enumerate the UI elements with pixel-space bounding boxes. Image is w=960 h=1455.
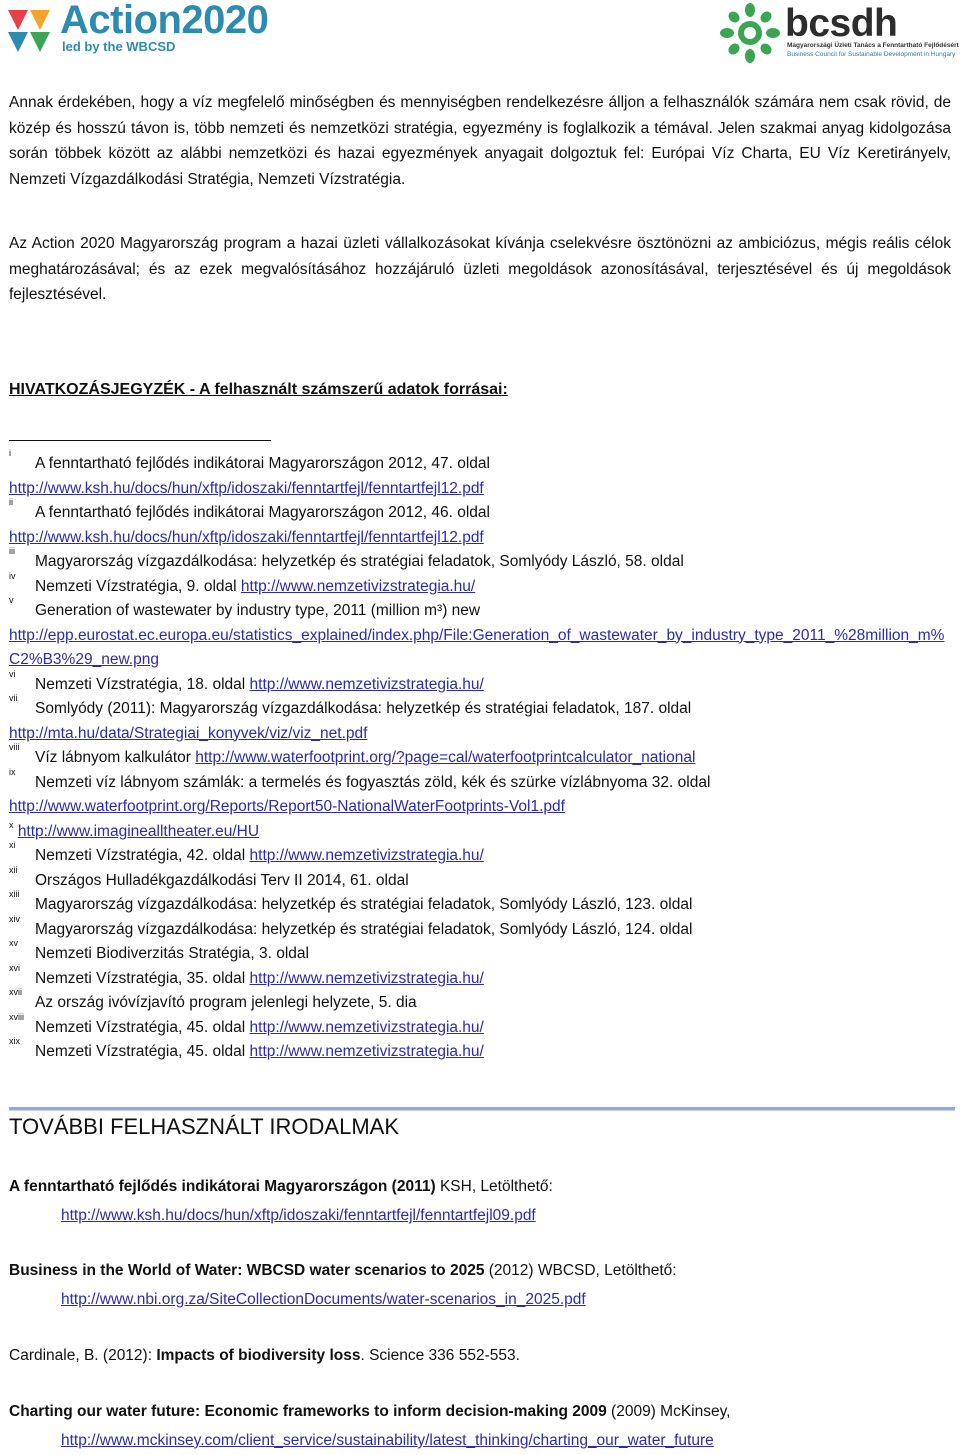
footnote-text: Nemzeti Vízstratégia, 35. oldal [35,969,250,987]
footnote-mark: ii [9,497,13,507]
footnote-text: Magyarország vízgazdálkodása: helyzetkép és stratégiai feladatok, Somlyódy László, 58. oldal [35,553,684,570]
ref-title: A fenntartható fejlődés indikátorai Magyarországon (2011) [9,1178,436,1195]
intro-paragraph [9,90,951,192]
footnote-mark: iii [9,546,15,556]
footnote-iv [9,570,954,600]
footnote-xi [9,840,954,869]
footnote-mark: xii [9,864,18,875]
paragraph-water-strategies: Annak érdekében, hogy a víz megfelelő minőségben és mennyiségben rendelkezésre álljon a felhasználók számára nem csak rövid, de közép és hosszú távon is, több nemzeti és nemzetközi stratégia, egyezmény is foglalkozik a témával. Jelen szakmai anyag kidolgozása során többek között az alábbi nemzetközi és hazai egyezmények anyagait dolgoztuk fel: Európai Víz Charta, EU Víz Keretirányelv, Nemzeti Vízgazdálkodási Stratégia, Nemzeti Vízstratégia. [9,94,951,188]
footnote-mark: xviii [9,1011,24,1022]
footnotes-list [9,448,954,1065]
footnote-text: Generation of wastewater by industry type, 2011 (million m³) new [35,602,481,619]
footnote-text: Nemzeti Vízstratégia, 45. oldal [35,1043,250,1060]
ref-link[interactable]: http://www.ksh.hu/docs/hun/xftp/idoszaki/fenntartfejl/fenntartfejl09.pdf [61,1207,536,1224]
footnote-link[interactable]: http://mta.hu/data/Strategiai_konyvek/viz/viz_net.pdf [9,724,368,742]
footnote-ix [9,766,954,820]
ref-link[interactable]: http://www.nbi.org.za/SiteCollectionDocuments/water-scenarios_in_2025.pdf [61,1291,586,1308]
footnote-text: Nemzeti víz lábnyom számlák: a termelés és fogyasztás zöld, kék és szürke vízlábnyoma 32. oldal [35,773,711,791]
further-ref-4 [9,1397,954,1455]
footnote-mark: xvi [9,962,20,973]
footnote-link[interactable]: http://www.ksh.hu/docs/hun/xftp/idoszaki/fenntartfejl/fenntartfejl12.pdf [9,479,484,497]
ref-details: KSH, Letölthető: [435,1178,553,1195]
ref-title: Charting our water future: Economic frameworks to inform decision-making 2009 [9,1403,607,1420]
footnote-ii [9,497,954,550]
footnote-xix [9,1036,954,1065]
footnote-link[interactable]: http://www.imaginealltheater.eu/HU [17,822,260,840]
footnote-text: A fenntartható fejlődés indikátorai Magyarországon 2012, 46. oldal [35,504,490,521]
footnote-link[interactable]: http://www.waterfootprint.org/?page=cal/waterfootprintcalculator_national [195,749,696,766]
references-heading: HIVATKOZÁSJEGYZÉK - A felhasznált számszerű adatok forrásai: [9,381,508,398]
footnote-xv [9,938,954,967]
footnote-divider [9,440,271,441]
bcsdh-logo-subtitle-en: Business Council for Sustainable Development in Hungary [787,51,956,58]
footnote-mark: iv [9,570,16,581]
footnote-mark: xiii [9,889,20,899]
program-paragraph [9,231,951,308]
ref-details: . Science 336 552-553. [360,1347,520,1364]
footnote-text: Magyarország vízgazdálkodása: helyzetkép és stratégiai feladatok, Somlyódy László, 124. oldal [35,920,693,938]
footnote-mark: ix [9,766,16,777]
ref-details: (2012) WBCSD, Letölthető: [484,1262,677,1279]
footnote-mark: xv [9,938,18,948]
ref-details: (2009) McKinsey, [606,1403,731,1420]
action2020-logo-subtitle: led by the WBCSD [62,39,176,54]
footnote-xvii [9,987,954,1016]
footnote-mark: vii [9,693,18,703]
footnote-x [9,820,954,845]
footnote-link[interactable]: http://www.nemzetivizstrategia.hu/ [240,577,476,595]
footnote-mark: xvii [9,987,22,997]
footnote-text: Nemzeti Vízstratégia, 42. oldal [35,847,250,864]
footnote-mark: x [9,819,14,830]
bcsdh-logo-subtitle-hu: Magyarországi Üzleti Tanács a Fenntartható Fejlődésért [787,42,959,49]
footnote-vii [9,693,954,746]
footnote-mark: i [9,448,11,458]
footnote-xviii [9,1011,954,1041]
footnote-mark: viii [9,742,20,752]
footnote-link[interactable]: http://www.waterfootprint.org/Reports/Report50-NationalWaterFootprints-Vol1.pdf [9,798,565,815]
bcsdh-leaf-emblem-icon [719,2,781,64]
footnote-mark: v [9,595,14,605]
ref-title: Business in the World of Water: WBCSD water scenarios to 2025 [9,1262,485,1279]
footnote-text: Somlyódy (2011): Magyarország vízgazdálkodása: helyzetkép és stratégiai feladatok, 187. oldal [35,700,692,717]
footnote-link[interactable]: http://epp.eurostat.ec.europa.eu/statistics_explained/index.php/File:Generation_of_wastewater_by_industry_type_2011_%28million_m%C2%B3%29_new.png [9,626,945,668]
footnote-xiv [9,913,954,943]
bcsdh-logo [719,2,959,64]
footnote-text: Nemzeti Vízstratégia, 45. oldal [35,1018,250,1036]
ref-author: Cardinale, B. (2012): [9,1347,157,1364]
footnote-text: Nemzeti Vízstratégia, 18. oldal [35,675,250,693]
ref-title: Impacts of biodiversity loss [156,1347,361,1364]
footnote-link[interactable]: http://www.nemzetivizstrategia.hu/ [249,1043,484,1060]
footnote-mark: xix [9,1036,20,1046]
footnote-mark: xiv [9,913,20,924]
footnote-link[interactable]: http://www.nemzetivizstrategia.hu/ [249,847,484,864]
footnote-link[interactable]: http://www.nemzetivizstrategia.hu/ [249,969,484,987]
footnote-text: Víz lábnyom kalkulátor [35,749,196,766]
footnote-link[interactable]: http://www.ksh.hu/docs/hun/xftp/idoszaki/fenntartfejl/fenntartfejl12.pdf [9,528,484,546]
further-ref-2 [9,1256,954,1314]
paragraph-action2020: Az Action 2020 Magyarország program a hazai üzleti vállalkozásokat kívánja cselekvésre ösztönözni az ambiciózus, mégis reális célok meghatározásával; és az ezek megvalósításához hozzájáruló üzleti megoldások azonosításával, terjesztésével és új megoldások fejlesztésével. [9,235,951,303]
further-literature-title: TOVÁBBI FELHASZNÁLT IRODALMAK [9,1114,399,1139]
footnote-iii [9,546,954,575]
action2020-logo [4,0,269,60]
footnote-mark: xi [9,840,16,850]
footnote-vi [9,668,954,698]
footnote-link[interactable]: http://www.nemzetivizstrategia.hu/ [249,1018,484,1036]
footnote-i [9,448,954,501]
footnote-xiii [9,889,954,918]
footnote-link[interactable]: http://www.nemzetivizstrategia.hu/ [249,675,484,693]
action2020-logo-title: Action2020 [60,0,269,42]
section-divider [9,1107,955,1111]
footnote-text: Magyarország vízgazdálkodása: helyzetkép és stratégiai feladatok, Somlyódy László, 123. oldal [35,896,693,913]
footnote-v [9,595,954,673]
footnote-viii [9,742,954,771]
footnote-text: A fenntartható fejlődés indikátorai Magyarországon 2012, 47. oldal [35,455,490,472]
footnote-text: Nemzeti Vízstratégia, 9. oldal [35,577,241,595]
ref-link[interactable]: http://www.mckinsey.com/client_service/sustainability/latest_thinking/charting_our_water_future [61,1432,714,1449]
further-ref-1 [9,1172,954,1230]
footnote-xvi [9,962,954,992]
further-ref-3 [9,1341,954,1370]
footnote-text: Nemzeti Biodiverzitás Stratégia, 3. oldal [35,945,309,962]
footnote-text: Az ország ivóvízjavító program jelenlegi helyzete, 5. dia [35,994,417,1011]
bcsdh-logo-title: bcsdh [785,2,898,45]
footnote-text: Országos Hulladékgazdálkodási Terv II 2014, 61. oldal [35,871,409,889]
footnote-mark: vi [9,668,16,679]
action2020-emblem-icon [4,4,58,58]
footnote-xii [9,864,954,894]
